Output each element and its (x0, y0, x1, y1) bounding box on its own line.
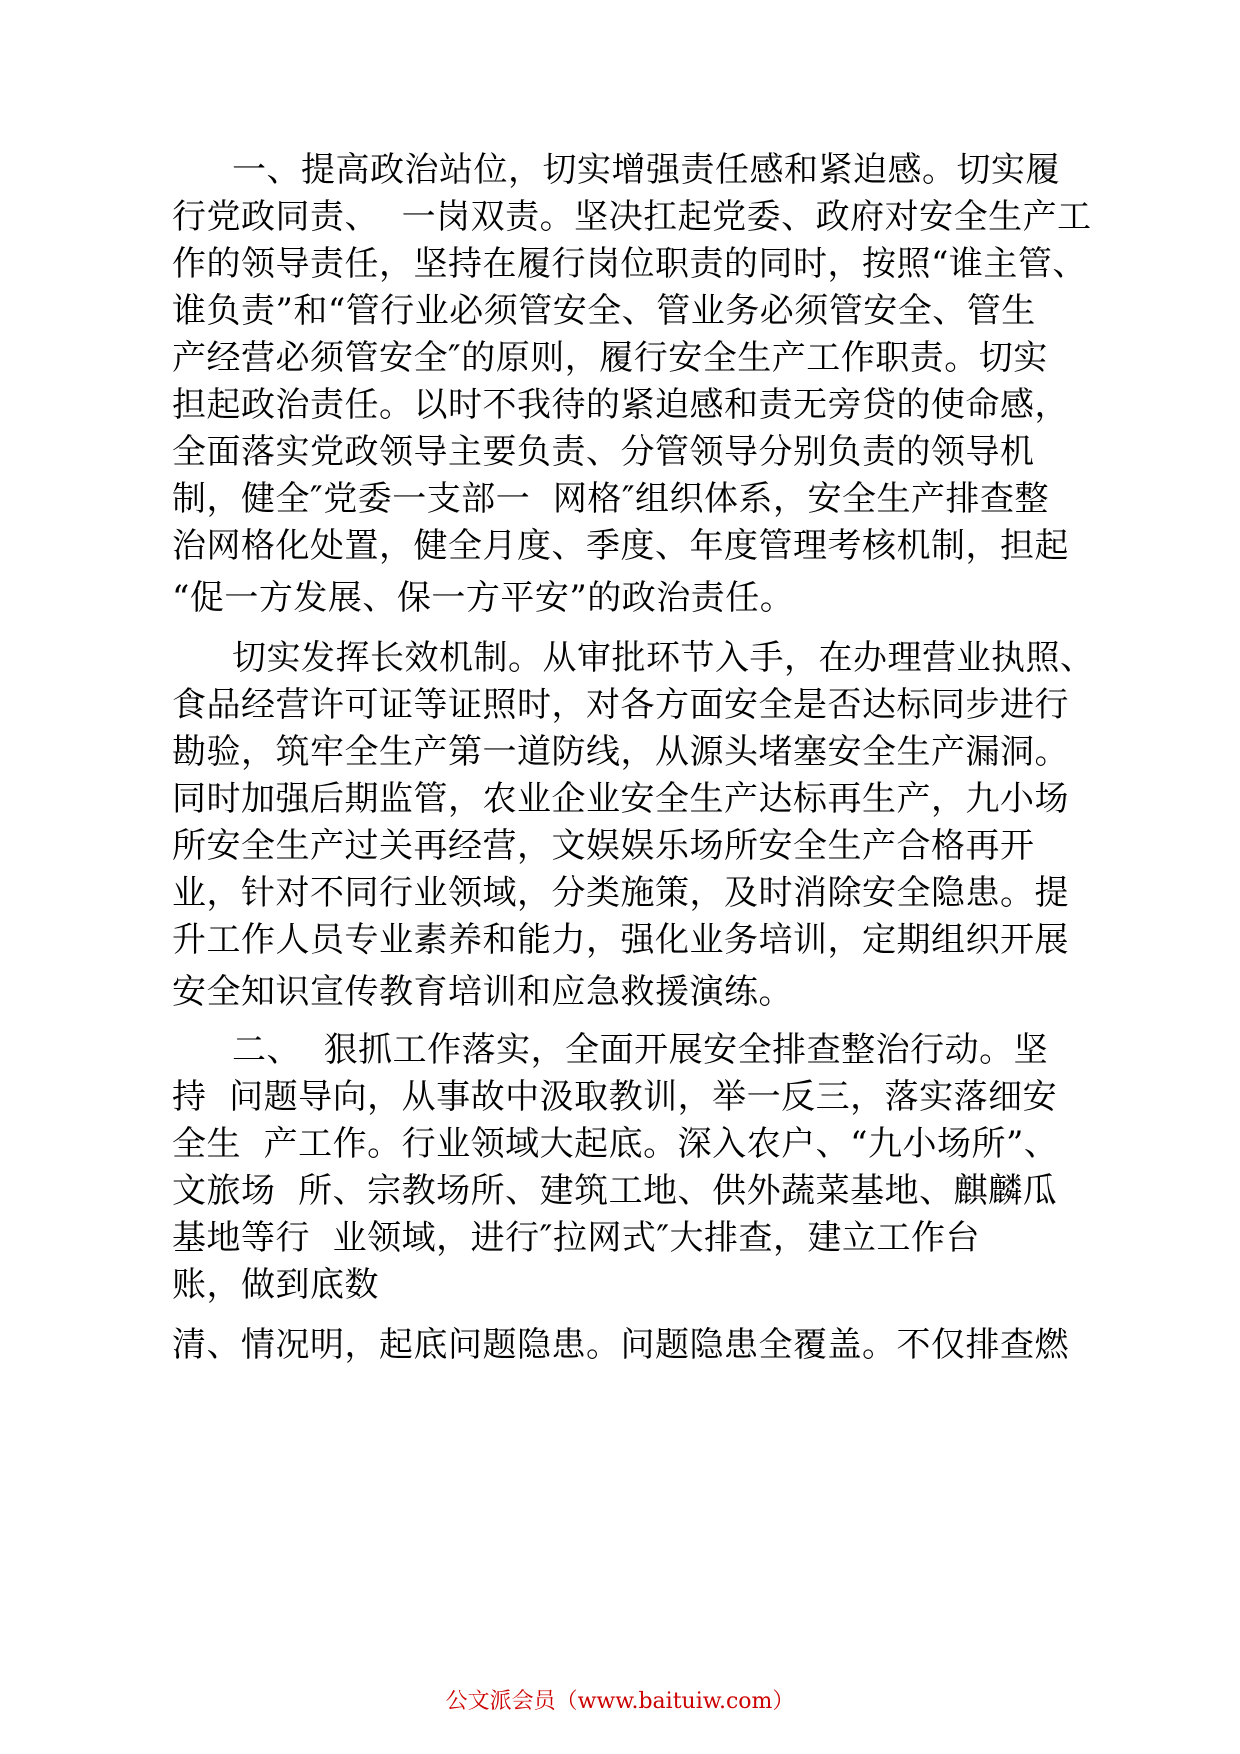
text-line: 基地等行 业领域，进行″拉网式″大排查，建立工作台 (172, 1218, 981, 1258)
text-line: 全面落实党政领导主要负责、分管领导分别负责的领导机 (172, 432, 1035, 472)
text-line: 一、提高政治站位，切实增强责任感和紧迫感。切实履 (232, 150, 1060, 190)
text-line: 二、 狠抓工作落实，全面开展安全排查整治行动。坚 (232, 1030, 1049, 1070)
text-line: 账，做到底数 (172, 1265, 379, 1305)
footer-watermark: 公文派会员（www.baituiw.com） (445, 1689, 795, 1714)
text-line: “促一方发展、保一方平安”的政治责任。 (172, 578, 795, 618)
text-line: 食品经营许可证等证照时，对各方面安全是否达标同步进行 (172, 685, 1069, 725)
text-line: 安全知识宣传教育培训和应急救援演练。 (172, 972, 793, 1012)
text-line: 业，针对不同行业领域，分类施策，及时消除安全隐患。提 (172, 873, 1069, 913)
text-line: 清、情况明，起底问题隐患。问题隐患全覆盖。不仅排查燃 (172, 1325, 1069, 1365)
text-line: 全生 产工作。行业领域大起底。深入农户、“九小场所”、 (172, 1124, 1059, 1164)
text-line: 制，健全″党委一支部一 网格″组织体系，安全生产排查整 (172, 479, 1050, 519)
text-line: 治网格化处置，健全月度、季度、年度管理考核机制，担起 (172, 526, 1069, 566)
text-line: 勘验，筑牢全生产第一道防线，从源头堵塞安全生产漏洞。 (172, 732, 1069, 772)
text-line: 担起政治责任。以时不我待的紧迫感和责无旁贷的使命感， (172, 385, 1069, 425)
text-line: 所安全生产过关再经营，文娱娱乐场所安全生产合格再开 (172, 826, 1035, 866)
text-line: 文旅场 所、宗教场所、建筑工地、供外蔬菜基地、麒麟瓜 (172, 1171, 1058, 1211)
text-line: 同时加强后期监管，农业企业安全生产达标再生产，九小场 (172, 779, 1069, 819)
text-line: 行党政同责、 一岗双责。坚决扛起党委、政府对安全生产工 (172, 197, 1092, 237)
text-line: 升工作人员专业素养和能力，强化业务培训，定期组织开展 (172, 920, 1069, 960)
text-line: 产经营必须管安全″的原则，履行安全生产工作职责。切实 (172, 338, 1048, 378)
text-line: 切实发挥长效机制。从审批环节入手，在办理营业执照、 (232, 638, 1095, 678)
text-line: 作的领导责任，坚持在履行岗位职责的同时，按照“谁主管、 (172, 244, 1087, 284)
text-line: 持 问题导向，从事故中汲取教训，举一反三，落实落细安 (172, 1077, 1058, 1117)
text-line: 谁负责”和“管行业必须管安全、管业务必须管安全、管生 (172, 291, 1036, 331)
